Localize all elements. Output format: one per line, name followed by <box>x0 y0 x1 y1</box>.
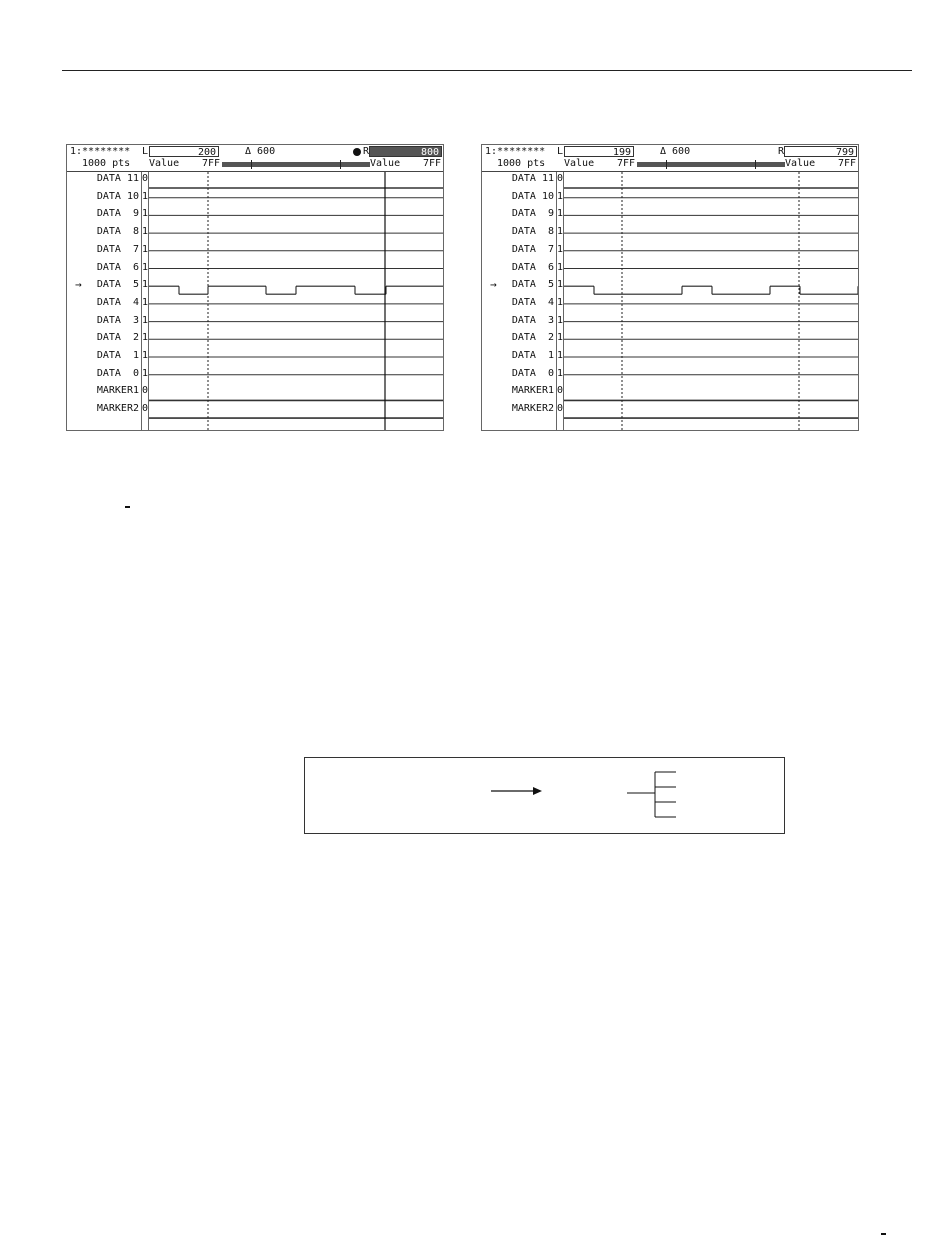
channel-label[interactable]: DATA 5 <box>96 279 139 291</box>
filled-circle-icon <box>353 148 361 156</box>
cursor-l-value[interactable]: 200 <box>149 146 219 157</box>
channel-bit-value: 1 <box>557 332 564 344</box>
channel-bit-value: 0 <box>142 385 149 397</box>
channel-bit-value: 1 <box>557 367 564 379</box>
channel-label[interactable]: DATA 0 <box>511 367 554 379</box>
channel-bit-value: 1 <box>142 350 149 361</box>
cursor-r-value[interactable]: 800 <box>369 146 442 157</box>
channel-label[interactable]: DATA 5 <box>511 279 554 291</box>
waveform-data-5 <box>149 286 443 294</box>
points-count: 1000 pts <box>497 158 546 169</box>
points-count: 1000 pts <box>82 158 131 169</box>
value-l-max: 7FF <box>202 158 221 169</box>
logic-display-left <box>66 144 444 431</box>
arrow-right-icon <box>533 787 542 795</box>
flow-diagram-box <box>304 757 785 834</box>
channel-bit-value: 0 <box>557 385 564 397</box>
cursor-r-value[interactable]: 799 <box>784 146 857 157</box>
channel-bit-value: 1 <box>142 367 149 379</box>
channel-bit-value: 0 <box>557 173 564 184</box>
waveform-plot <box>149 172 443 430</box>
logic-display-right <box>481 144 859 431</box>
waveform-data-5 <box>564 286 858 294</box>
channel-label[interactable]: DATA 3 <box>511 314 554 326</box>
channel-bit-value: 1 <box>142 261 149 273</box>
position-tick-left <box>666 160 667 169</box>
channel-label[interactable]: DATA 2 <box>511 332 554 344</box>
channel-bit-value: 1 <box>557 314 564 326</box>
value-l-label: Value <box>149 158 180 169</box>
channel-bit-value: 1 <box>142 190 149 202</box>
cursor-l-value[interactable]: 199 <box>564 146 634 157</box>
channel-bit-value: 1 <box>142 296 149 308</box>
dash-mark <box>881 1233 886 1235</box>
channel-bit-value: 1 <box>557 226 564 238</box>
channel-bit-value: 1 <box>557 296 564 308</box>
channel-bit-value: 1 <box>142 279 149 291</box>
trace-id: 1:******** <box>485 146 546 157</box>
position-tick-left <box>251 160 252 169</box>
waveform-plot <box>564 172 858 430</box>
channel-label[interactable]: DATA 3 <box>96 314 139 326</box>
channel-label[interactable]: MARKER2 <box>96 403 139 415</box>
channel-bit-value: 1 <box>142 314 149 326</box>
channel-label[interactable]: DATA 1 <box>96 350 139 361</box>
position-bar[interactable] <box>637 162 785 167</box>
channel-label[interactable]: DATA 10 <box>511 190 554 202</box>
position-tick-right <box>340 160 341 169</box>
channel-bit-value: 1 <box>142 226 149 238</box>
position-bar[interactable] <box>222 162 370 167</box>
channel-label[interactable]: MARKER1 <box>96 385 139 397</box>
channel-label[interactable]: DATA 10 <box>96 190 139 202</box>
channel-bit-value: 1 <box>557 261 564 273</box>
channel-label[interactable]: DATA 0 <box>96 367 139 379</box>
arrow-right-icon: → <box>490 278 497 292</box>
channel-label[interactable]: DATA 6 <box>96 261 139 273</box>
channel-label[interactable]: DATA 1 <box>511 350 554 361</box>
cursor-l-label: L <box>142 146 149 157</box>
channel-label[interactable]: DATA 4 <box>511 296 554 308</box>
channel-label[interactable]: DATA 9 <box>511 208 554 220</box>
channel-bit-value: 1 <box>142 332 149 344</box>
cursor-r-label: R <box>363 146 370 157</box>
channel-label[interactable]: DATA 11 <box>511 173 554 184</box>
cursor-r-label: R <box>778 146 785 157</box>
delta-readout: Δ 600 <box>245 146 276 157</box>
position-tick-right <box>755 160 756 169</box>
arrow-right-icon: → <box>75 278 82 292</box>
channel-label[interactable]: DATA 9 <box>96 208 139 220</box>
trace-id: 1:******** <box>70 146 131 157</box>
value-r-max: 7FF <box>423 158 442 169</box>
channel-bit-value: 1 <box>142 208 149 220</box>
channel-bit-value: 0 <box>142 403 149 415</box>
channel-bit-value: 1 <box>557 279 564 291</box>
channel-bit-value: 1 <box>142 243 149 255</box>
channel-label[interactable]: DATA 7 <box>511 243 554 255</box>
value-l-label: Value <box>564 158 595 169</box>
dash-mark <box>125 506 130 508</box>
channel-label[interactable]: MARKER1 <box>511 385 554 397</box>
channel-label[interactable]: DATA 4 <box>96 296 139 308</box>
cursor-l-label: L <box>557 146 564 157</box>
channel-label[interactable]: DATA 8 <box>96 226 139 238</box>
channel-bit-value: 1 <box>557 243 564 255</box>
channel-bit-value: 0 <box>557 403 564 415</box>
channel-bit-value: 1 <box>557 350 564 361</box>
value-l-max: 7FF <box>617 158 636 169</box>
header-rule <box>62 70 912 71</box>
value-r-max: 7FF <box>838 158 857 169</box>
value-r-label: Value <box>370 158 401 169</box>
channel-bit-value: 0 <box>142 173 149 184</box>
channel-label[interactable]: DATA 2 <box>96 332 139 344</box>
channel-label[interactable]: DATA 7 <box>96 243 139 255</box>
channel-label[interactable]: DATA 6 <box>511 261 554 273</box>
value-r-label: Value <box>785 158 816 169</box>
channel-bit-value: 1 <box>557 190 564 202</box>
channel-label[interactable]: DATA 11 <box>96 173 139 184</box>
flow-diagram <box>305 758 784 833</box>
channel-label[interactable]: MARKER2 <box>511 403 554 415</box>
delta-readout: Δ 600 <box>660 146 691 157</box>
channel-bit-value: 1 <box>557 208 564 220</box>
channel-label[interactable]: DATA 8 <box>511 226 554 238</box>
